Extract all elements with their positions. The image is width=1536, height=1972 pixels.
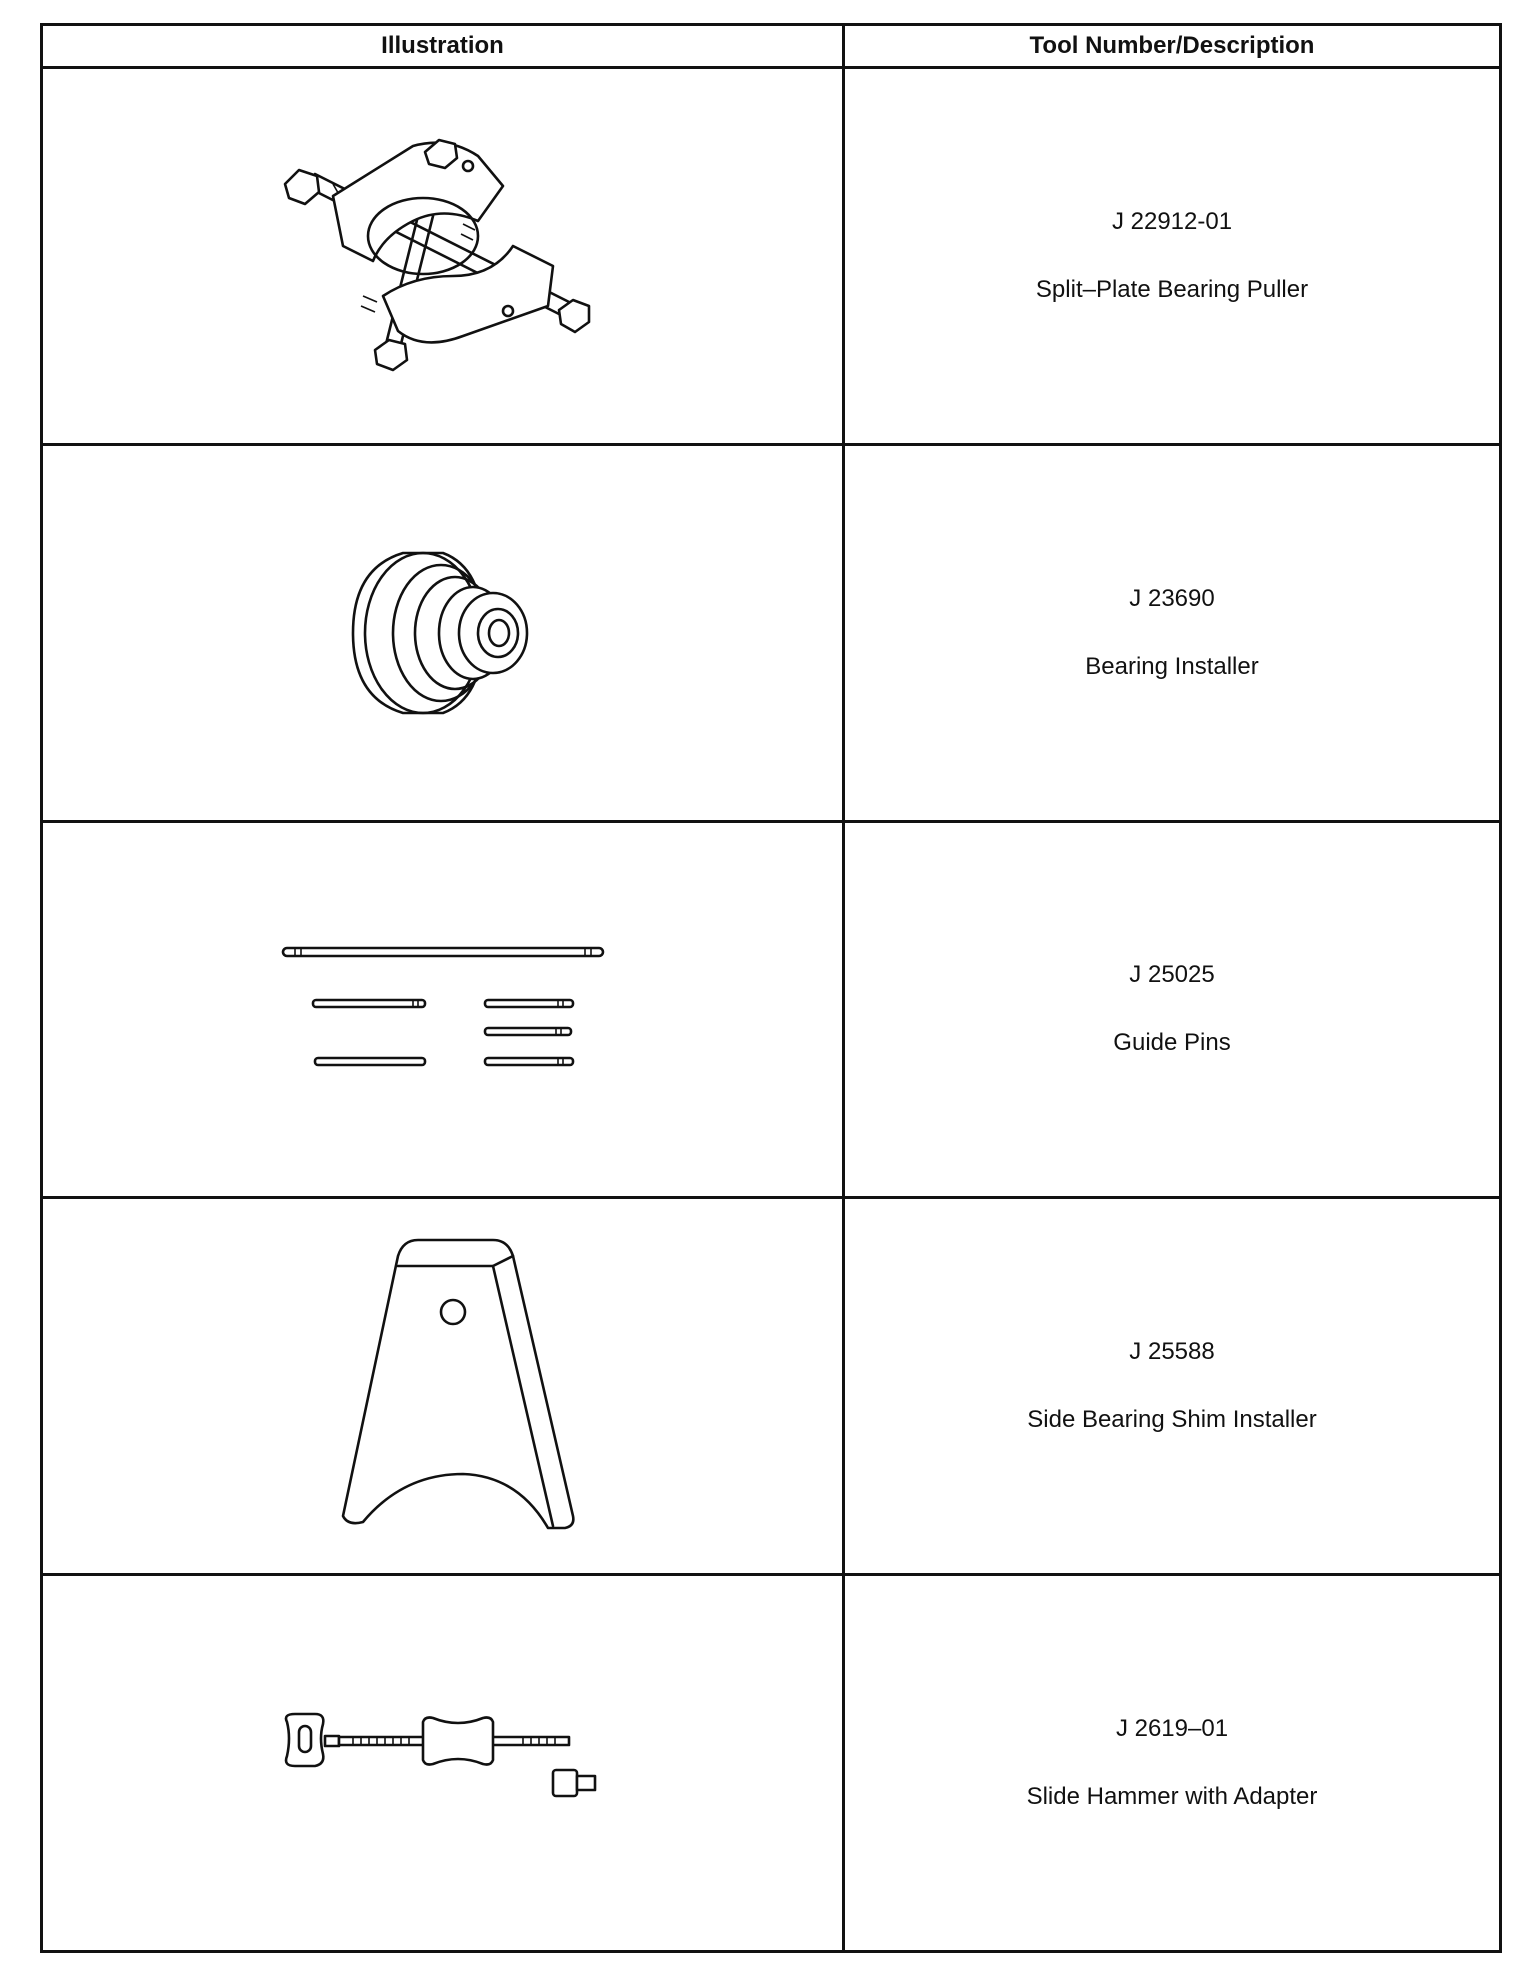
tool-number: J 22912-01 xyxy=(1111,207,1233,235)
illustration-cell xyxy=(42,1198,844,1575)
tool-description-cell xyxy=(844,1198,1501,1575)
table-row xyxy=(42,68,1501,445)
tool-description: Side Bearing Shim Installer xyxy=(1027,1406,1317,1434)
tool-description-cell xyxy=(844,444,1501,821)
tool-description: Bearing Installer xyxy=(1085,652,1259,680)
tool-description-cell xyxy=(844,68,1501,445)
tool-description-cell xyxy=(844,1575,1501,1952)
illustration-cell xyxy=(42,821,844,1198)
table-header-row xyxy=(42,25,1501,68)
guide-pins-icon xyxy=(273,934,613,1084)
tool-number: J 2619–01 xyxy=(1115,1715,1229,1743)
tool-column-header: Tool Number/Description xyxy=(844,25,1501,68)
side-bearing-shim-installer-icon xyxy=(303,1226,583,1546)
slide-hammer-icon xyxy=(273,1708,613,1818)
tool-number: J 25025 xyxy=(1129,961,1215,989)
illustration-cell xyxy=(42,1575,844,1952)
special-tools-table xyxy=(40,23,1502,1953)
table-row xyxy=(42,821,1501,1198)
tool-description: Split–Plate Bearing Puller xyxy=(1035,275,1309,303)
illustration-cell xyxy=(42,68,844,445)
tool-number: J 25588 xyxy=(1129,1338,1215,1366)
tool-description-cell xyxy=(844,821,1501,1198)
tool-number: J 23690 xyxy=(1129,584,1215,612)
tool-description: Guide Pins xyxy=(1113,1029,1231,1057)
table-row xyxy=(42,444,1501,821)
illustration-cell xyxy=(42,444,844,821)
table-row xyxy=(42,1575,1501,1952)
bearing-installer-icon xyxy=(333,538,553,728)
tool-description: Slide Hammer with Adapter xyxy=(1026,1783,1318,1811)
illustration-column-header: Illustration xyxy=(42,25,844,68)
split-plate-bearing-puller-icon xyxy=(263,126,623,386)
table-row xyxy=(42,1198,1501,1575)
